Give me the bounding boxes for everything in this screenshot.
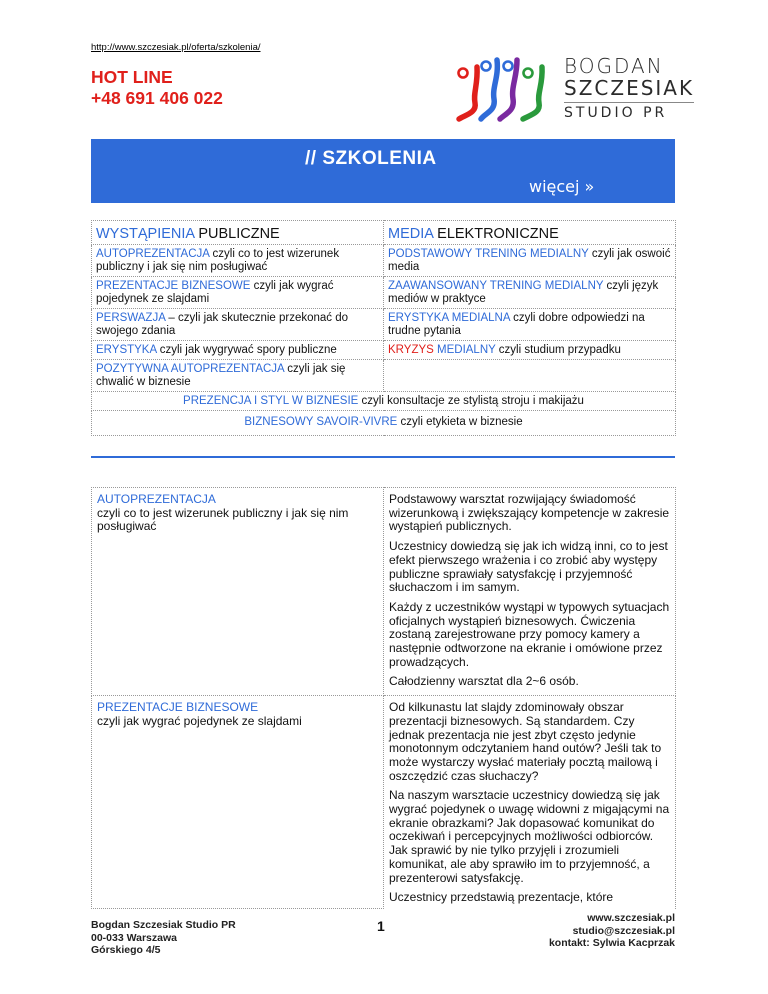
training-detail-paragraph: Każdy z uczestników wystąpi w typowych sytuacjach oficjalnych wystąpień biznesowych. Ćwiczenia zostaną zarejestrowane przy pomocy kamery a następnie odtworzone na ekranie i omówione przez prowadzących. [389,599,670,669]
footer-company: Bogdan Szczesiak Studio PR [91,919,236,931]
overview-cell [92,392,676,411]
overview-row [92,245,676,277]
overview-header-row [92,221,676,245]
training-desc: czyli jak się chwalić w biznesie [96,363,346,388]
hotline [91,67,223,109]
section-banner [91,139,675,203]
training-link[interactable]: ZAAWANSOWANY TRENING MEDIALNY [388,280,604,292]
overview-table [91,220,676,436]
training-detail-paragraph: Całodzienny warsztat dla 2~6 osób. [389,674,579,689]
training-detail-paragraph: Podstawowy warsztat rozwijający świadomość wizerunkową i zwiększający kompetencje w zakresie wystąpień publicznych. [389,492,670,534]
overview-row [92,360,676,392]
overview-row [92,277,676,309]
training-link[interactable]: PERSWAZJA [96,312,166,324]
training-desc: czyli język mediów w praktyce [388,280,659,305]
training-desc: czyli jak wygrać pojedynek ze slajdami [96,280,334,305]
hotline-phone[interactable]: +48 691 406 022 [91,88,223,108]
overview-cell [384,341,676,360]
training-desc: czyli jak wygrywać spory publiczne [156,344,337,356]
training-detail-paragraph: Uczestnicy dowiedzą się jak ich widzą inni, co to jest efekt pierwszego wrażenia i co zrobić aby występy publiczne sprawiały satysfakcję i przyjemność słuchaczom i im samym. [389,539,668,595]
training-detail-title-cell [92,696,384,909]
training-detail-subtitle: czyli co to jest wizerunek publiczny i jak się nim posługiwać [97,505,349,534]
training-detail-body-cell [384,696,676,909]
overview-cell [384,245,676,277]
training-link[interactable]: POZYTYWNA AUTOPREZENTACJA [96,363,285,375]
category-rest: ELEKTRONICZNE [433,226,559,242]
training-desc: czyli etykieta w biznesie [397,416,523,428]
logo-text [564,55,694,123]
footer-contact-person: kontakt: Sylwia Kacprzak [548,937,675,949]
section-divider [91,456,675,458]
footer-website[interactable]: www.szczesiak.pl [587,912,675,924]
training-link-crisis[interactable]: KRYZYS [388,344,434,356]
training-link[interactable]: PREZENTACJE BIZNESOWE [96,280,251,292]
training-detail-title-cell [92,488,384,696]
overview-cell [92,360,384,392]
figures-logo-icon [455,57,555,125]
overview-cell [92,277,384,309]
training-link[interactable]: ERYSTYKA [96,344,157,356]
hotline-label: HOT LINE [91,67,173,87]
training-desc: czyli konsultacje ze stylistą stroju i makijażu [358,395,584,407]
training-desc: czyli dobre odpowiedzi na trudne pytania [388,312,645,337]
training-detail-subtitle: czyli jak wygrać pojedynek ze slajdami [97,713,302,728]
training-link[interactable]: AUTOPREZENTACJA [96,248,210,260]
footer-address [91,919,236,957]
overview-cell [384,277,676,309]
category-link-public-speaking[interactable]: WYSTĄPIENIA [96,226,195,242]
category-rest: PUBLICZNE [194,226,280,242]
logo-line-2: SZCZESIAK [564,76,695,100]
training-detail-body-cell [384,488,676,696]
overview-full-row [92,411,676,436]
footer-street: Górskiego 4/5 [91,944,161,956]
training-desc: – czyli jak skutecznie przekonać do swojego zdania [96,312,349,337]
footer-contact [549,912,675,950]
logo-line-1: BOGDAN [564,54,664,78]
training-detail-title[interactable]: PREZENTACJE BIZNESOWE [97,700,259,715]
training-link[interactable]: PODSTAWOWY TRENING MEDIALNY [388,248,589,260]
logo-line-3: STUDIO PR [564,102,694,123]
training-detail-row [92,488,676,696]
page-number: 1 [377,918,385,934]
studio-logo [455,54,695,125]
overview-left-header [92,221,384,245]
overview-cell [92,245,384,277]
training-link-media[interactable]: MEDIALNY [433,344,496,356]
category-link-media[interactable]: MEDIA [388,226,434,242]
training-detail-paragraph: Uczestnicy przedstawią prezentacje, które [389,890,614,905]
overview-cell-empty [384,360,676,392]
footer-city: 00-033 Warszawa [91,931,177,944]
overview-cell [384,309,676,341]
overview-cell [92,309,384,341]
training-desc: czyli co to jest wizerunek publiczny i jak się nim posługiwać [96,248,340,273]
training-link[interactable]: ERYSTYKA MEDIALNA [388,312,510,324]
overview-right-header [384,221,676,245]
training-details-table [91,487,676,909]
banner-title: // SZKOLENIA [305,148,437,169]
page-url[interactable]: http://www.szczesiak.pl/oferta/szkolenia/ [91,42,261,53]
overview-cell [92,411,676,436]
training-link[interactable]: BIZNESOWY SAVOIR-VIVRE [244,416,398,428]
training-detail-paragraph: Na naszym warsztacie uczestnicy dowiedzą się jak wygrać pojedynek o uwagę widowni z migającymi na ekranie obrazkami? Jak dopasować komunikat do oczekiwań i percepcyjnych możliwości odbiorców. Jak sprawić by nie tylko przyjęli i zrozumieli komunikat, ale aby sprawiło im to przyjemność, a prezenterowi satysfakcję. [389,788,670,885]
footer-email[interactable]: studio@szczesiak.pl [572,924,675,937]
training-detail-title[interactable]: AUTOPREZENTACJA [97,492,216,506]
overview-row [92,309,676,341]
more-link[interactable]: więcej » [529,177,595,196]
training-link[interactable]: PREZENCJA I STYL W BIZNESIE [183,395,359,407]
overview-cell [92,341,384,360]
training-detail-paragraph: Od kilkunastu lat slajdy zdominowały obszar prezentacji biznesowych. Są standardem. Czy jednak prezentacja nie jest zbyt często jedynie monotonnym odczytaniem hand outów? Jeśli tak to może wystarczy wysłać materiały pocztą mailową i oszczędzić czas słuchaczy? [389,700,662,783]
training-detail-row [92,696,676,909]
training-desc: czyli studium przypadku [495,344,621,356]
training-desc: czyli jak oswoić media [388,248,671,273]
overview-row [92,341,676,360]
overview-full-row [92,392,676,411]
